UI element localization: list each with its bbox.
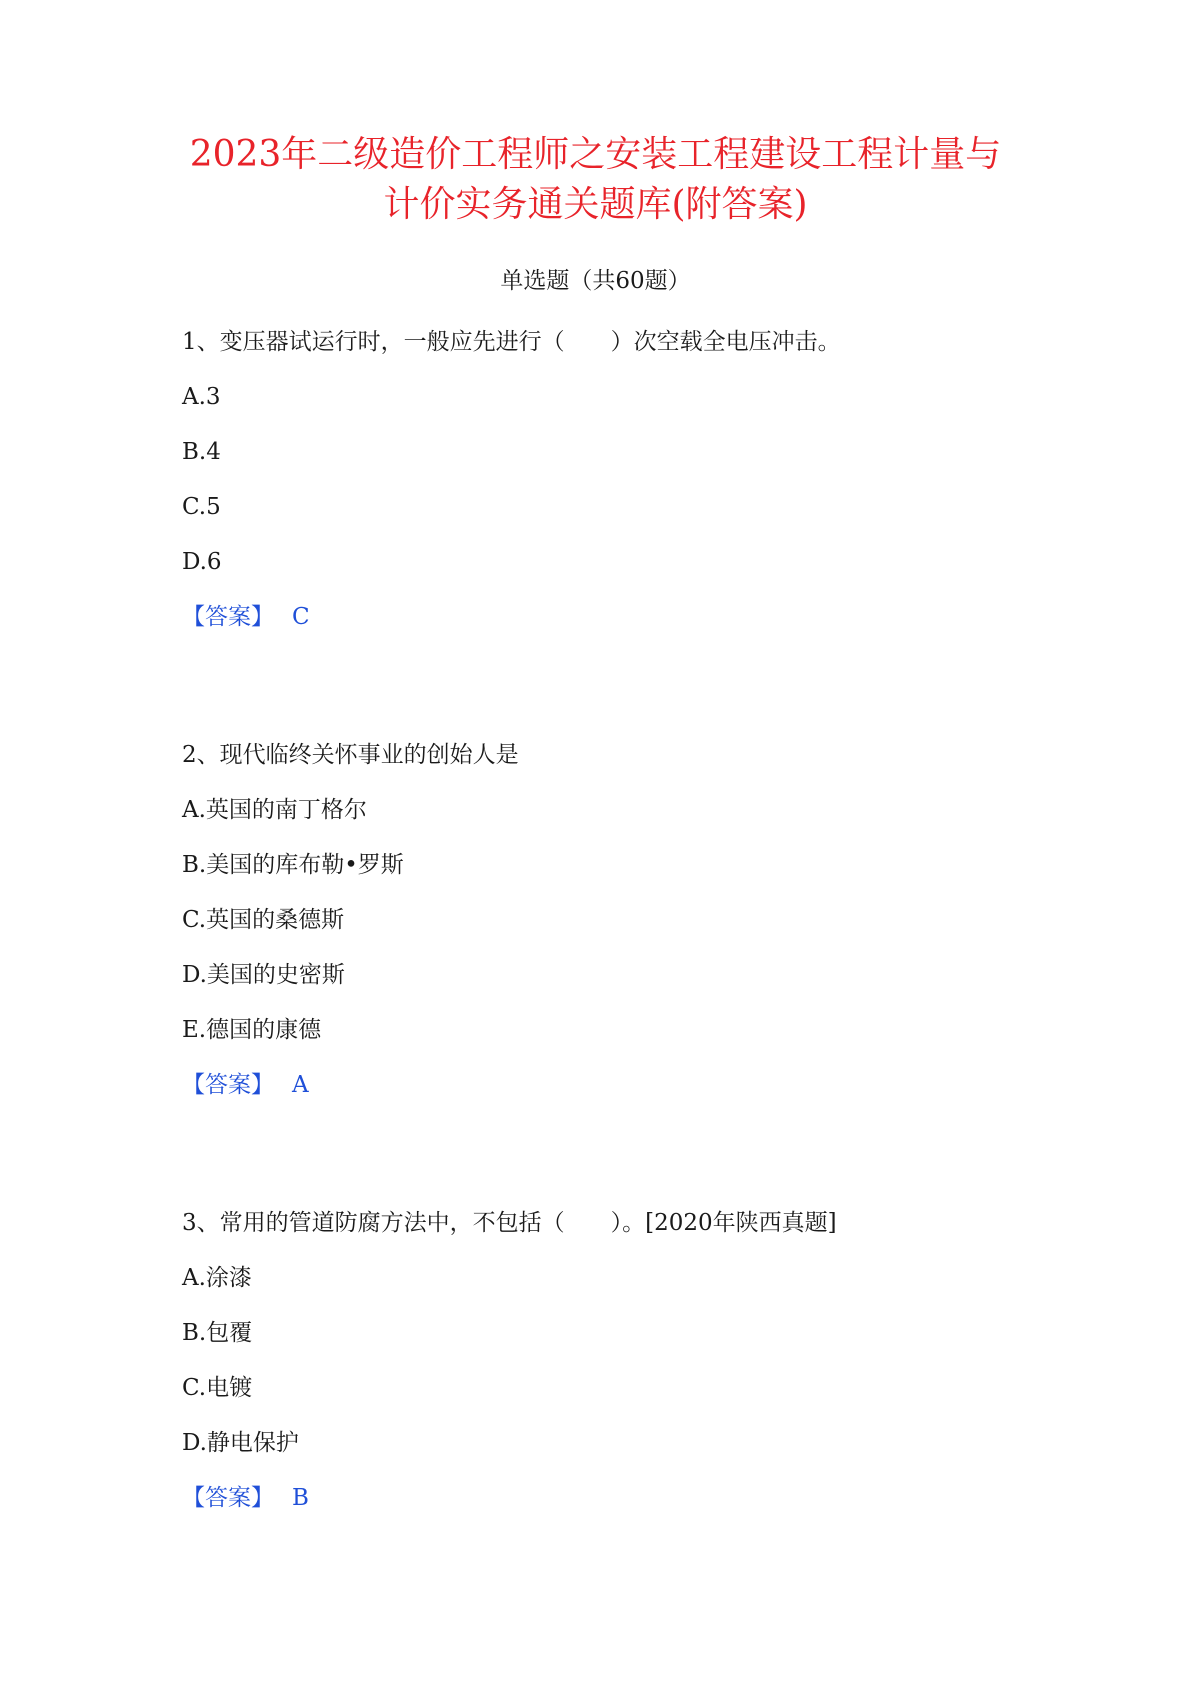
document-title-line-2: 计价实务通关题库(附答案) [383, 184, 808, 225]
question-1-option-a: A.3 [182, 384, 221, 410]
question-3-option-d: D.静电保护 [182, 1430, 299, 1456]
question-1-option-b: B.4 [182, 439, 221, 465]
question-1-option-c: C.5 [182, 494, 221, 520]
answer-label: 【答案】 [182, 1485, 274, 1511]
section-heading: 单选题（共60题） [500, 268, 691, 294]
document-title-line-1: 2023年二级造价工程师之安装工程建设工程计量与 [189, 134, 1002, 175]
question-2-option-a: A.英国的南丁格尔 [182, 797, 367, 823]
question-3-option-a: A.涂漆 [182, 1265, 252, 1291]
question-3-stem: 3、常用的管道防腐方法中，不包括（ ）。[2020年陕西真题] [182, 1210, 837, 1236]
answer-label: 【答案】 [182, 604, 274, 630]
question-3-option-b: B.包覆 [182, 1320, 253, 1346]
question-2-option-d: D.美国的史密斯 [182, 962, 345, 988]
question-1-option-d: D.6 [182, 549, 222, 575]
answer-value: A [292, 1072, 309, 1098]
answer-value: C [292, 604, 310, 630]
question-2-option-c: C.英国的桑德斯 [182, 907, 345, 933]
question-1-answer [182, 602, 310, 632]
answer-label: 【答案】 [182, 1072, 274, 1098]
question-3-option-c: C.电镀 [182, 1375, 253, 1401]
question-2-stem: 2、现代临终关怀事业的创始人是 [182, 742, 519, 768]
answer-value: B [292, 1485, 309, 1511]
question-1-stem: 1、变压器试运行时，一般应先进行（ ）次空载全电压冲击。 [182, 329, 841, 355]
question-2-option-e: E.德国的康德 [182, 1017, 322, 1043]
question-2-option-b: B.美国的库布勒•罗斯 [182, 852, 404, 878]
question-3-answer [182, 1483, 309, 1513]
question-2-answer [182, 1070, 309, 1100]
